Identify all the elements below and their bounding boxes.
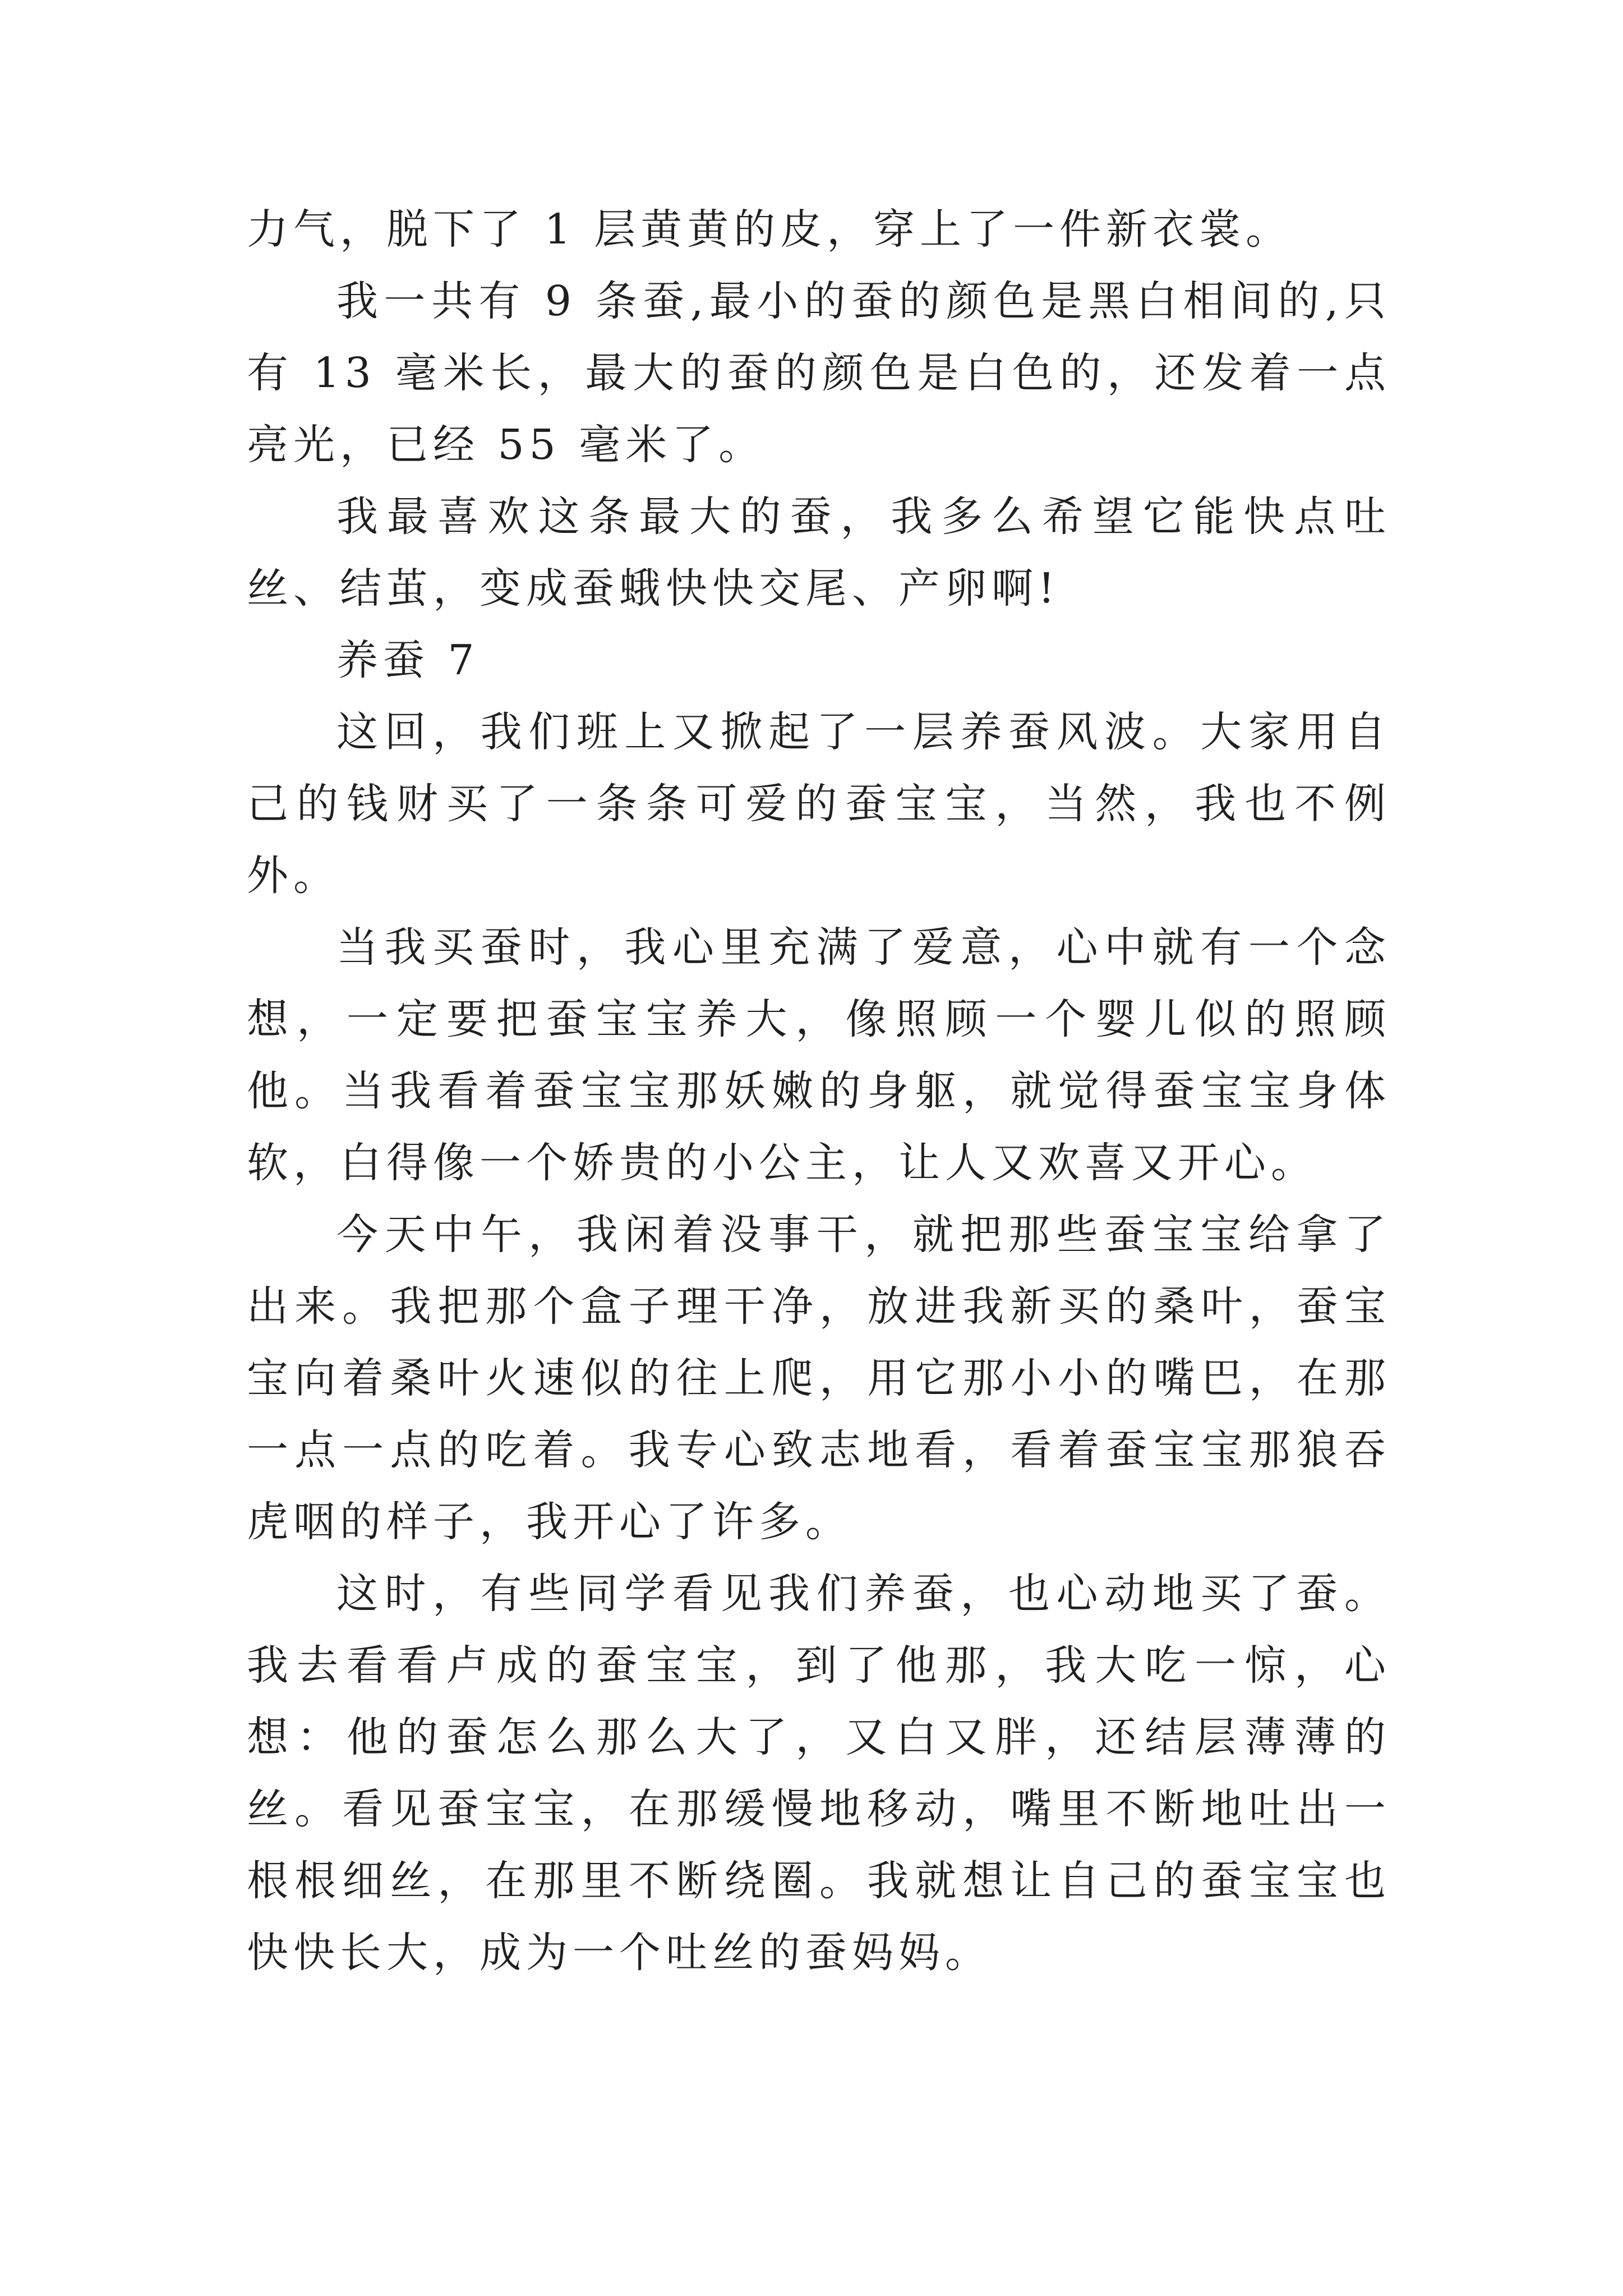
paragraph-silkworm-count: 我一共有 9 条蚕,最小的蚕的颜色是黑白相间的,只有 13 毫米长，最大的蚕的颜色是白色的，还发着一点亮光，已经 55 毫米了。 xyxy=(247,277,1391,469)
paragraph-classmate-silkworm: 这时，有些同学看见我们养蚕，也心动地买了蚕。我去看看卢成的蚕宝宝，到了他那，我大吃一惊，心想：他的蚕怎么那么大了，又白又胖，还结层薄薄的丝。看见蚕宝宝，在那缓慢地移动，嘴里不断地吐出一根根细丝，在那里不断绕圈。我就想让自己的蚕宝宝也快快长大，成为一个吐丝的蚕妈妈。 xyxy=(247,1570,1391,1977)
paragraph-favorite-silkworm: 我最喜欢这条最大的蚕，我多么希望它能快点吐丝、结茧，变成蚕蛾快快交尾、产卵啊! xyxy=(247,493,1391,613)
paragraph-feeding: 今天中午，我闲着没事干，就把那些蚕宝宝给拿了出来。我把那个盒子理干净，放进我新买的桑叶，蚕宝宝向着桑叶火速似的往上爬，用它那小小的嘴巴，在那一点一点的吃着。我专心致志地看，看着蚕宝宝那狼吞虎咽的样子，我开心了许多。 xyxy=(247,1211,1391,1546)
paragraph-buying-silkworm: 当我买蚕时，我心里充满了爱意，心中就有一个念想，一定要把蚕宝宝养大，像照顾一个婴儿似的照顾他。当我看着蚕宝宝那妖嫩的身躯，就觉得蚕宝宝身体软，白得像一个娇贵的小公主，让人又欢喜又开心。 xyxy=(247,923,1391,1187)
section-heading: 养蚕 7 xyxy=(336,636,479,684)
paragraph-continuation: 力气，脱下了 1 层黄黄的皮，穿上了一件新衣裳。 xyxy=(247,205,1293,254)
document-body xyxy=(247,194,1391,1989)
paragraph-class-trend: 这回，我们班上又掀起了一层养蚕风波。大家用自己的钱财买了一条条可爱的蚕宝宝，当然，我也不例外。 xyxy=(247,708,1391,900)
